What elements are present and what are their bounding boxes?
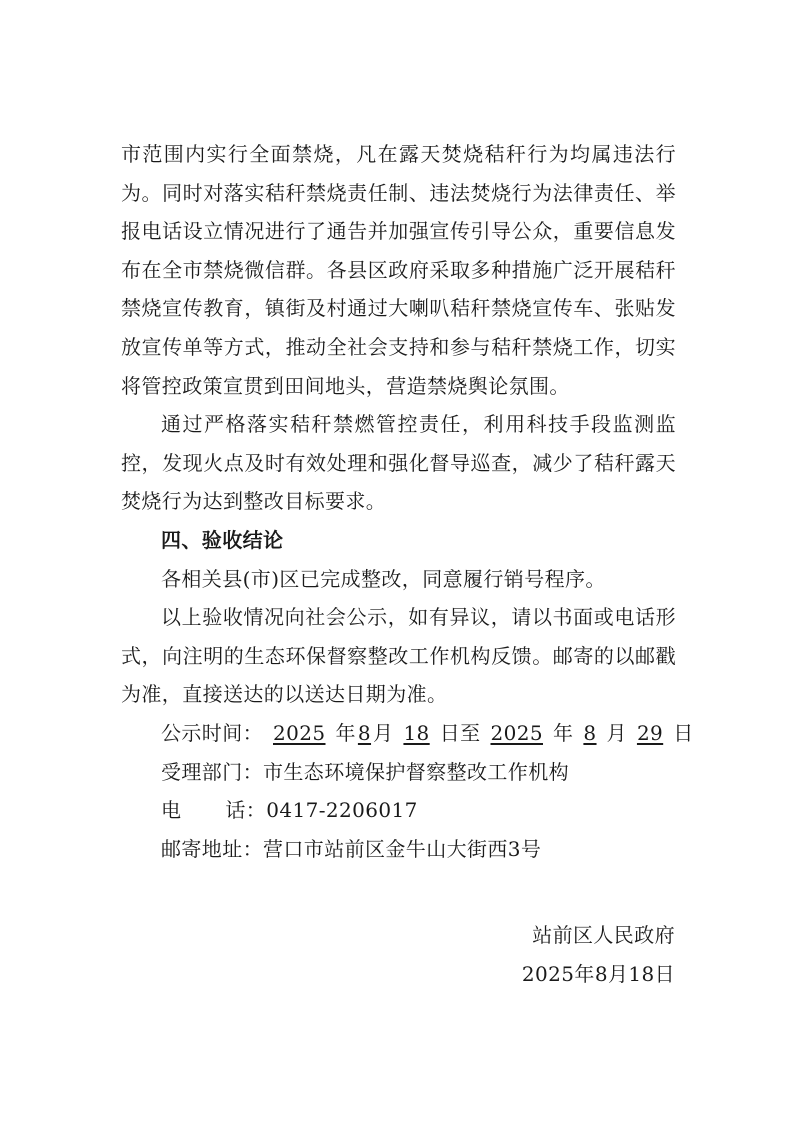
- start-month: 8: [357, 720, 372, 745]
- document-body: [121, 135, 694, 868]
- paragraph-notice: 以上验收情况向社会公示，如有异议，请以书面或电话形式，向注明的生态环保督察整改工作机构反馈。邮寄的以邮戳为准，直接送达的以送达日期为准。: [121, 605, 676, 707]
- issue-date: 2025年8月18日: [521, 961, 675, 986]
- publicity-period-line: [121, 714, 694, 753]
- start-year-unit: 年: [335, 720, 356, 745]
- end-month: 8: [583, 720, 597, 745]
- paragraph-publicity: 市范围内实行全面禁烧，凡在露天焚烧秸秆行为均属违法行为。同时对落实秸秆禁烧责任制、违法焚烧行为法律责任、举报电话设立情况进行了通告并加强宣传引导公众，重要信息发布在全市禁烧微信群。各县区政府采取多种措施广泛开展秸秆禁烧宣传教育，镇街及村通过大喇叭秸秆禁烧宣传车、张贴发放宣传单等方式，推动全社会支持和参与秸秆禁烧工作，切实将管控政策宣贯到田间地头，营造禁烧舆论氛围。: [121, 142, 676, 398]
- end-month-unit: 月: [606, 720, 627, 745]
- paragraph-measures: 通过严格落实秸秆禁燃管控责任，利用科技手段监测监控，发现火点及时有效处理和强化督导巡查，减少了秸秆露天焚烧行为达到整改目标要求。: [121, 412, 676, 514]
- department-line: [121, 753, 676, 792]
- paragraph-conclusion: 各相关县(市)区已完成整改，同意履行销号程序。: [161, 566, 606, 591]
- address-label: 邮寄地址：: [161, 836, 263, 861]
- end-year: 2025: [490, 720, 543, 745]
- phone-line: [121, 791, 676, 830]
- start-month-unit: 月: [373, 720, 394, 745]
- start-year: 2025: [273, 720, 326, 745]
- phone-value: 0417-2206017: [266, 798, 418, 823]
- issuing-organization: 站前区人民政府: [532, 923, 675, 947]
- section-heading-conclusion: 四、验收结论: [161, 527, 284, 552]
- publicity-period-label: 公示时间：: [161, 720, 263, 745]
- department-value: 市生态环境保护督察整改工作机构: [263, 759, 569, 784]
- signature-block: [522, 916, 675, 993]
- department-label: 受理部门：: [161, 759, 263, 784]
- end-year-unit: 年: [553, 720, 574, 745]
- phone-label-second: 话：: [225, 798, 267, 823]
- address-value: 营口市站前区金牛山大街西3号: [263, 836, 542, 861]
- end-day-unit: 日: [673, 720, 694, 745]
- phone-label-first: 电: [161, 798, 182, 823]
- period-to: 至: [460, 720, 481, 745]
- start-day-unit: 日: [439, 720, 461, 745]
- start-day: 18: [403, 720, 430, 745]
- address-line: [121, 830, 676, 869]
- end-day: 29: [636, 720, 664, 745]
